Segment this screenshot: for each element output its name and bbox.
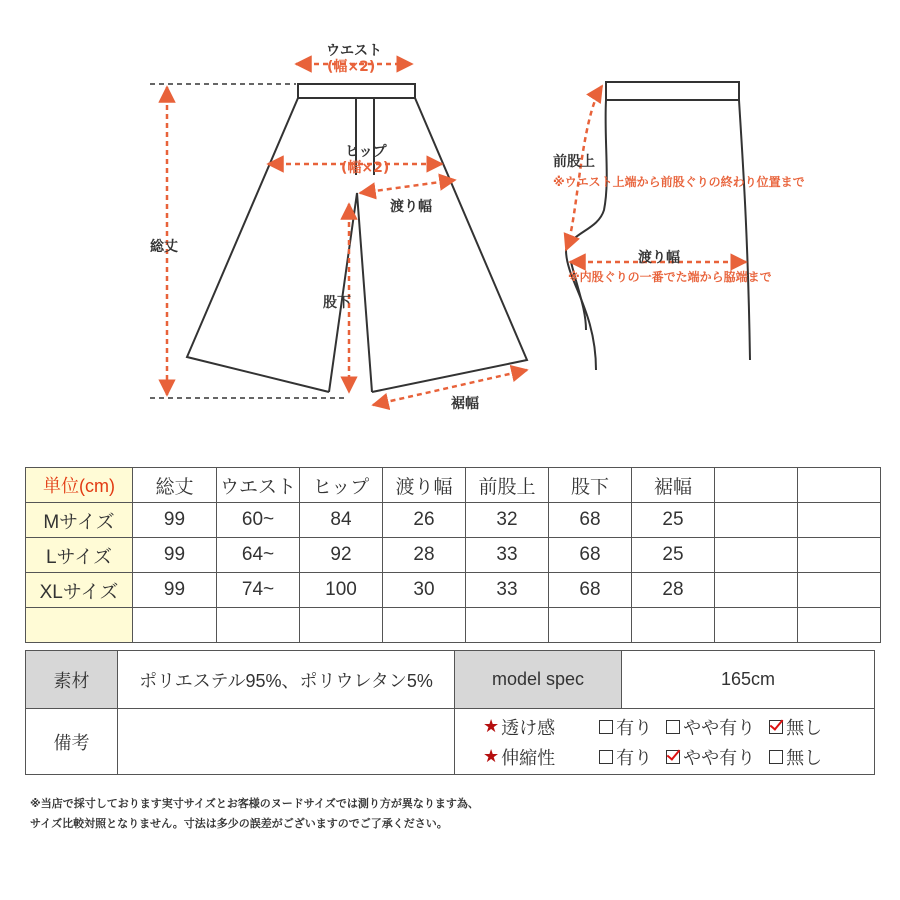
option-label: 無し <box>786 717 823 738</box>
checked-box-icon <box>666 750 680 764</box>
size-value-cell <box>798 608 881 643</box>
checked-box-icon <box>769 720 783 734</box>
size-value-cell <box>217 608 300 643</box>
info-table <box>25 650 875 775</box>
size-table-header-cell: 総丈 <box>133 468 217 503</box>
size-table-row <box>26 573 881 608</box>
checkbox-icon <box>599 750 613 764</box>
model-spec-value: 165cm <box>622 651 875 709</box>
size-table-header-cell: 股下 <box>549 468 632 503</box>
attribute-option <box>769 744 822 770</box>
size-name-cell: Lサイズ <box>26 538 133 573</box>
size-value-cell: 68 <box>549 503 632 538</box>
size-table-header-cell: ヒップ <box>300 468 383 503</box>
size-value-cell <box>383 608 466 643</box>
checkbox-icon <box>599 720 613 734</box>
size-value-cell: 28 <box>383 538 466 573</box>
attribute-option <box>666 714 755 740</box>
size-value-cell: 99 <box>133 573 217 608</box>
size-table-row <box>26 503 881 538</box>
checkbox-icon <box>769 750 783 764</box>
inseam-label: 股下 <box>323 295 351 311</box>
size-table-header-cell: 裾幅 <box>632 468 715 503</box>
side-pants-outline <box>566 82 750 370</box>
attribute-row <box>455 712 874 742</box>
size-table-header-cell: ウエスト <box>217 468 300 503</box>
option-label: やや有り <box>683 747 756 768</box>
size-value-cell: 100 <box>300 573 383 608</box>
star-icon: ★ <box>483 746 500 766</box>
hem-label: 裾幅 <box>451 396 479 412</box>
size-table-header-cell <box>715 468 798 503</box>
size-table <box>25 467 881 643</box>
option-label: 有り <box>616 747 653 768</box>
material-value: ポリエステル95%、ポリウレタン5% <box>118 651 455 709</box>
size-value-cell <box>549 608 632 643</box>
attribute-option <box>769 714 822 740</box>
material-label: 素材 <box>26 651 118 709</box>
info-row-remarks <box>26 709 875 775</box>
pants-diagram <box>0 0 900 430</box>
size-value-cell: 92 <box>300 538 383 573</box>
total-length-guides <box>150 84 345 398</box>
attribute-option <box>599 714 652 740</box>
option-label: 無し <box>786 747 823 768</box>
side-rise-note: ※ウエスト上端から前股ぐりの終わり位置まで <box>553 175 805 189</box>
hip-sub-label: (幅×2) <box>341 160 390 176</box>
checkbox-icon <box>666 720 680 734</box>
attribute-option <box>666 744 755 770</box>
front-pants-outline <box>187 84 527 392</box>
footnote-line-1: ※当店で採寸しております実寸サイズとお客様のヌードサイズでは測り方が異なります為、 <box>30 797 479 810</box>
size-value-cell: 64~ <box>217 538 300 573</box>
size-value-cell: 32 <box>466 503 549 538</box>
attribute-row <box>455 742 874 772</box>
size-name-cell: Mサイズ <box>26 503 133 538</box>
size-value-cell: 60~ <box>217 503 300 538</box>
size-value-cell <box>798 573 881 608</box>
size-table-body <box>26 468 881 643</box>
size-value-cell <box>715 573 798 608</box>
size-table-row <box>26 538 881 573</box>
size-value-cell: 84 <box>300 503 383 538</box>
size-table-header-cell: 単位(cm) <box>26 468 133 503</box>
waist-label: ウエスト <box>326 43 382 59</box>
size-value-cell: 68 <box>549 573 632 608</box>
option-label: やや有り <box>683 717 756 738</box>
remarks-label: 備考 <box>26 709 118 775</box>
size-value-cell <box>798 503 881 538</box>
size-table-header-row <box>26 468 881 503</box>
remarks-value <box>118 709 455 775</box>
size-value-cell <box>466 608 549 643</box>
info-row-material <box>26 651 875 709</box>
option-label: 有り <box>616 717 653 738</box>
size-value-cell <box>715 538 798 573</box>
size-value-cell: 28 <box>632 573 715 608</box>
side-rise-label: 前股上 <box>553 154 595 170</box>
size-value-cell: 68 <box>549 538 632 573</box>
model-spec-label: model spec <box>455 651 622 709</box>
hip-label: ヒップ <box>345 144 387 160</box>
total-length-label: 総丈 <box>150 239 178 255</box>
fabric-attributes <box>455 709 875 775</box>
size-table-row <box>26 608 881 643</box>
footnote-line-2: サイズ比較対照となりません。寸法は多少の誤差がございますのでご了承ください。 <box>30 817 448 830</box>
size-value-cell: 26 <box>383 503 466 538</box>
side-thigh-note: ※内股ぐりの一番でた端から脇端まで <box>568 270 772 284</box>
size-value-cell: 25 <box>632 503 715 538</box>
attribute-name: 伸縮性 <box>501 747 556 768</box>
size-value-cell: 25 <box>632 538 715 573</box>
size-value-cell: 30 <box>383 573 466 608</box>
size-value-cell: 99 <box>133 538 217 573</box>
size-value-cell <box>133 608 217 643</box>
attribute-option <box>599 744 652 770</box>
size-table-header-cell <box>798 468 881 503</box>
size-value-cell <box>715 608 798 643</box>
size-value-cell <box>798 538 881 573</box>
size-value-cell <box>300 608 383 643</box>
thigh-label: 渡り幅 <box>390 199 432 215</box>
size-value-cell: 99 <box>133 503 217 538</box>
size-value-cell: 74~ <box>217 573 300 608</box>
size-name-cell: XLサイズ <box>26 573 133 608</box>
star-icon: ★ <box>483 716 500 736</box>
size-value-cell: 33 <box>466 538 549 573</box>
size-value-cell <box>715 503 798 538</box>
size-value-cell <box>632 608 715 643</box>
thigh-arrow <box>360 180 455 193</box>
size-name-cell <box>26 608 133 643</box>
waist-sub-label: (幅×2) <box>327 59 376 75</box>
size-table-header-cell: 前股上 <box>466 468 549 503</box>
attribute-name: 透け感 <box>501 717 556 738</box>
side-thigh-label: 渡り幅 <box>638 250 680 266</box>
size-value-cell: 33 <box>466 573 549 608</box>
size-table-header-cell: 渡り幅 <box>383 468 466 503</box>
